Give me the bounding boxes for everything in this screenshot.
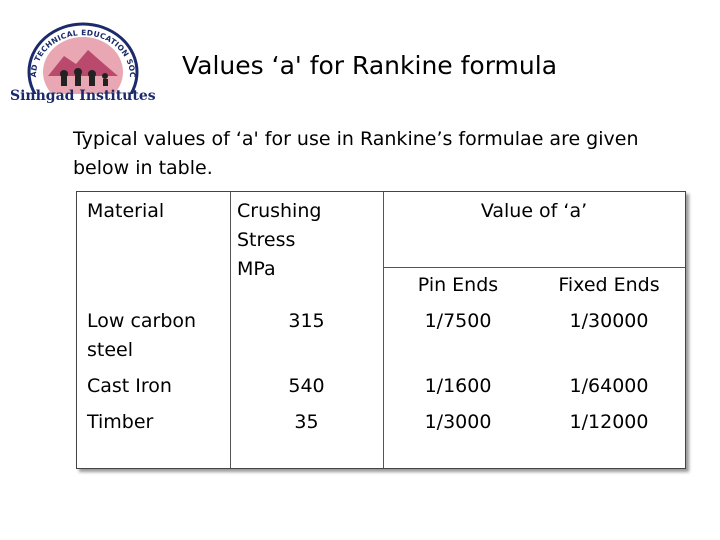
header-fixed-ends: Fixed Ends [558, 274, 660, 296]
intro-paragraph: Typical values of ‘a' for use in Rankine’s formulae are given below in table. [73, 128, 639, 179]
logo-ring-text: AD TECHNICAL EDUCATION SOC [28, 28, 138, 78]
row-2-fixed-ends: 1/64000 [569, 375, 649, 397]
row-2-material: Cast Iron [87, 375, 172, 397]
row-1-material-line-2: steel [87, 339, 134, 361]
header-crushing-stress-line-2: Stress [237, 229, 296, 251]
header-material: Material [87, 200, 165, 222]
row-1-fixed-ends: 1/30000 [569, 310, 649, 332]
header-divider [383, 267, 685, 268]
row-2-pin-ends: 1/1600 [424, 375, 492, 397]
row-3-fixed-ends: 1/12000 [569, 411, 649, 433]
header-value-of-a: Value of ‘a’ [480, 200, 588, 222]
header-crushing-stress-line-3: MPa [237, 258, 276, 280]
header-crushing-stress-line-1: Crushing [237, 200, 322, 222]
row-1-material-line-1: Low carbon [87, 310, 197, 332]
row-3-stress: 35 [294, 411, 319, 433]
header-pin-ends: Pin Ends [417, 274, 499, 296]
slide-title: Values ‘a' for Rankine formula [182, 51, 558, 80]
logo-emblem-icon [8, 14, 153, 94]
row-3-material: Timber [87, 411, 154, 433]
row-1-stress: 315 [288, 310, 325, 332]
rankine-values-table [76, 191, 686, 469]
row-1-pin-ends: 1/7500 [424, 310, 492, 332]
row-3-pin-ends: 1/3000 [424, 411, 492, 433]
logo-caption: Sinhgad Institutes [10, 88, 156, 104]
row-2-stress: 540 [288, 375, 325, 397]
